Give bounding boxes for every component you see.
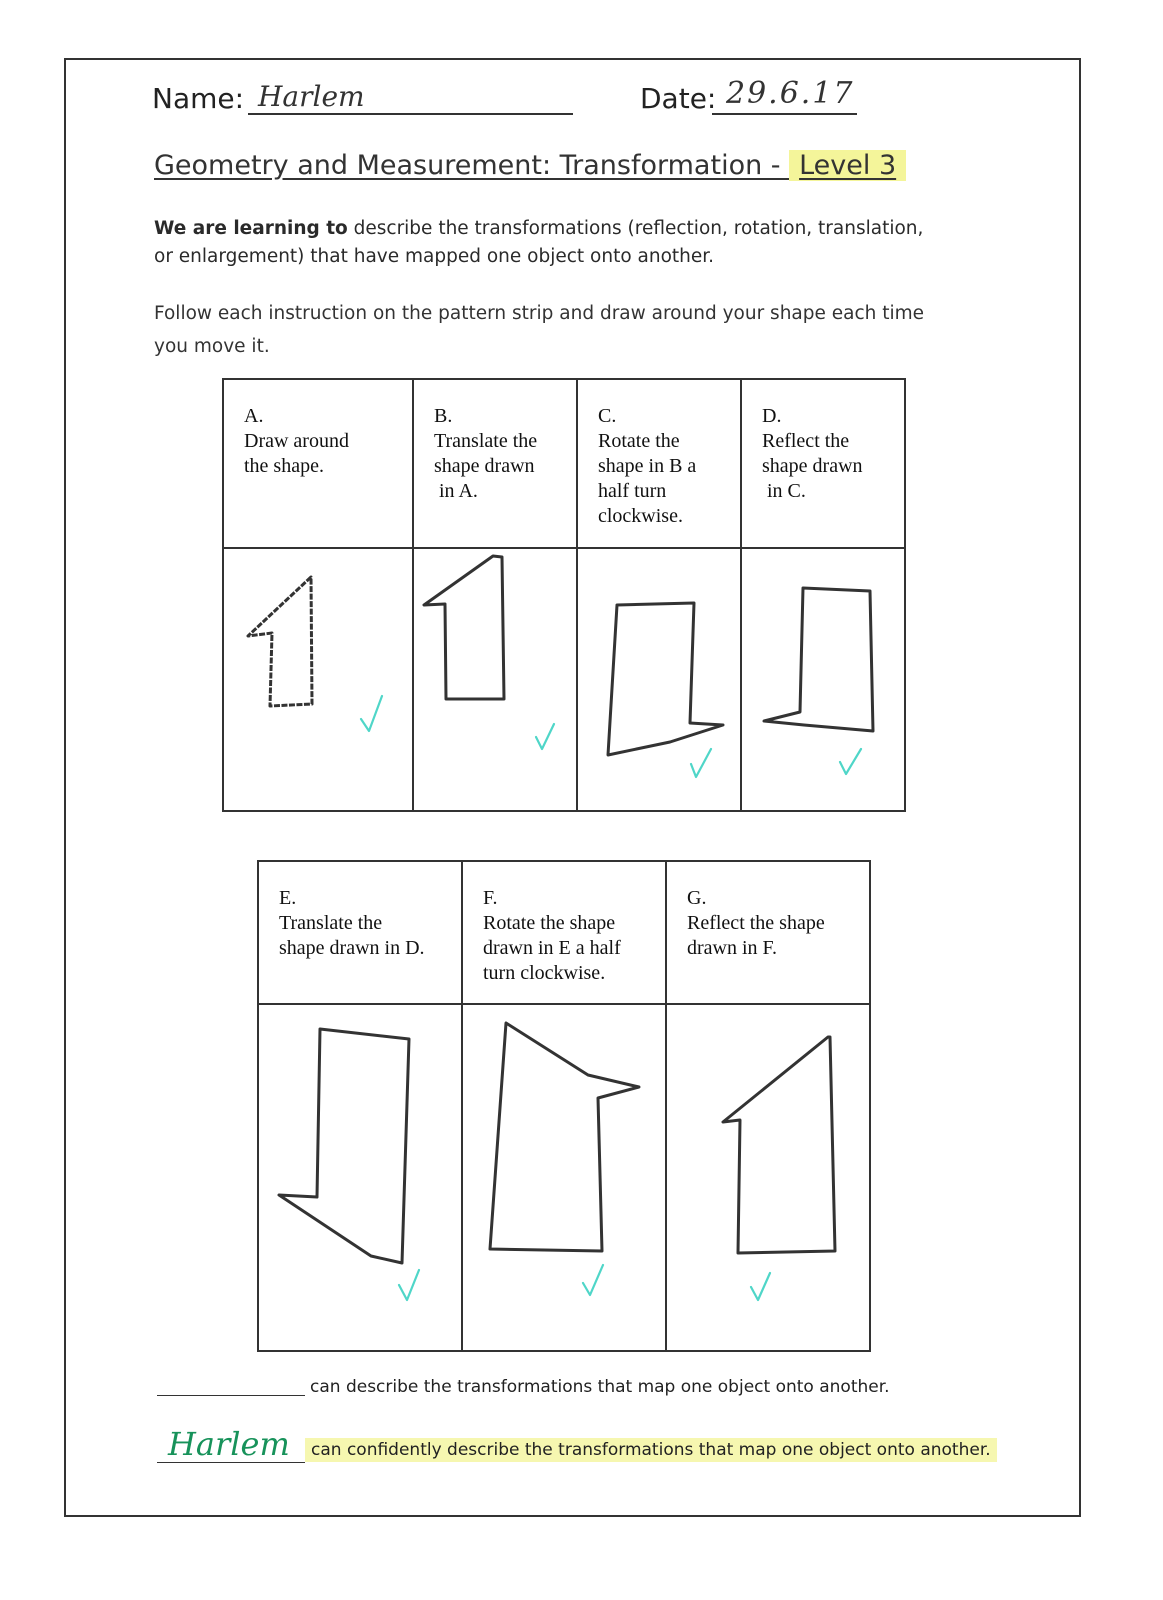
step-c-line: clockwise. bbox=[598, 505, 683, 527]
step-d-line: Reflect the bbox=[762, 430, 850, 452]
date-underline bbox=[712, 113, 857, 115]
drawn-shape-g bbox=[667, 1005, 869, 1350]
step-d-line: shape drawn bbox=[762, 455, 863, 477]
step-b-letter: B. bbox=[434, 405, 453, 427]
step-f-line: drawn in E a half bbox=[483, 937, 621, 959]
step-b-line: shape drawn bbox=[434, 455, 535, 477]
step-f-line: turn clockwise. bbox=[483, 962, 606, 984]
step-g-line: Reflect the shape bbox=[687, 912, 825, 934]
instruction-text: Follow each instruction on the pattern strip and draw around your shape each time you move it. bbox=[154, 303, 925, 357]
check-mark-icon bbox=[536, 724, 554, 749]
check-mark-icon bbox=[583, 1265, 603, 1295]
step-a-cell bbox=[223, 379, 413, 548]
step-g-cell bbox=[666, 861, 870, 1004]
drawing-cell-c bbox=[577, 548, 741, 811]
step-d-cell bbox=[741, 379, 905, 548]
check-mark-icon bbox=[691, 749, 711, 777]
drawn-shape-b bbox=[414, 549, 576, 810]
check-mark-icon bbox=[361, 696, 382, 731]
step-f-cell bbox=[462, 861, 666, 1004]
step-d-letter: D. bbox=[762, 405, 782, 427]
step-d-line: in C. bbox=[762, 480, 806, 502]
step-a-letter: A. bbox=[244, 405, 264, 427]
page-title bbox=[154, 150, 906, 181]
step-e-letter: E. bbox=[279, 887, 297, 909]
learning-objective bbox=[154, 215, 944, 271]
step-c-cell bbox=[577, 379, 741, 548]
title-text: Geometry and Measurement: Transformation - bbox=[154, 150, 790, 181]
drawn-shape-d bbox=[742, 549, 904, 810]
step-a-line: the shape. bbox=[244, 455, 324, 477]
step-c-letter: C. bbox=[598, 405, 617, 427]
footer-statement-2 bbox=[305, 1440, 997, 1460]
footer-statement-2-text: can confidently describe the transformations that map one object onto another. bbox=[305, 1438, 997, 1462]
drawing-cell-e bbox=[258, 1004, 462, 1351]
drawn-shape-e bbox=[259, 1005, 461, 1350]
step-e-cell bbox=[258, 861, 462, 1004]
step-b-line: in A. bbox=[434, 480, 478, 502]
objective-text: describe the transformations (reflection, rotation, translation, or enlargement) that have mapped one object onto another. bbox=[154, 218, 924, 267]
name-label: Name: bbox=[152, 82, 245, 115]
drawing-cell-a bbox=[223, 548, 413, 811]
step-c-line: shape in B a bbox=[598, 455, 697, 477]
drawing-cell-f bbox=[462, 1004, 666, 1351]
drawn-shape-a bbox=[224, 549, 412, 810]
step-e-line: shape drawn in D. bbox=[279, 937, 425, 959]
signature-name: Harlem bbox=[168, 1425, 290, 1463]
check-mark-icon bbox=[399, 1270, 419, 1300]
drawn-shape-c bbox=[578, 549, 740, 810]
objective-lead: We are learning to bbox=[154, 218, 348, 239]
blank-name-line bbox=[157, 1395, 305, 1396]
step-c-line: half turn bbox=[598, 480, 667, 502]
step-a-line: Draw around bbox=[244, 430, 349, 452]
step-g-line: drawn in F. bbox=[687, 937, 778, 959]
date-label: Date: bbox=[640, 82, 717, 115]
step-f-line: Rotate the shape bbox=[483, 912, 616, 934]
check-mark-icon bbox=[751, 1273, 770, 1300]
step-e-line: Translate the bbox=[279, 912, 383, 934]
step-f-letter: F. bbox=[483, 887, 498, 909]
drawing-cell-g bbox=[666, 1004, 870, 1351]
step-c-line: Rotate the bbox=[598, 430, 680, 452]
drawing-cell-d bbox=[741, 548, 905, 811]
pattern-strip-bottom bbox=[257, 860, 871, 1352]
date-value: 29.6.17 bbox=[726, 76, 855, 111]
step-b-cell bbox=[413, 379, 577, 548]
name-value: Harlem bbox=[258, 80, 365, 113]
pattern-strip-top bbox=[222, 378, 906, 812]
step-b-line: Translate the bbox=[434, 430, 538, 452]
name-underline bbox=[248, 113, 573, 115]
drawing-cell-b bbox=[413, 548, 577, 811]
title-level: Level 3 bbox=[789, 150, 906, 181]
signature-line bbox=[157, 1462, 305, 1463]
check-mark-icon bbox=[840, 749, 861, 774]
footer-statement-1: can describe the transformations that map one object onto another. bbox=[310, 1377, 890, 1397]
step-g-letter: G. bbox=[687, 887, 707, 909]
drawn-shape-f bbox=[463, 1005, 665, 1350]
